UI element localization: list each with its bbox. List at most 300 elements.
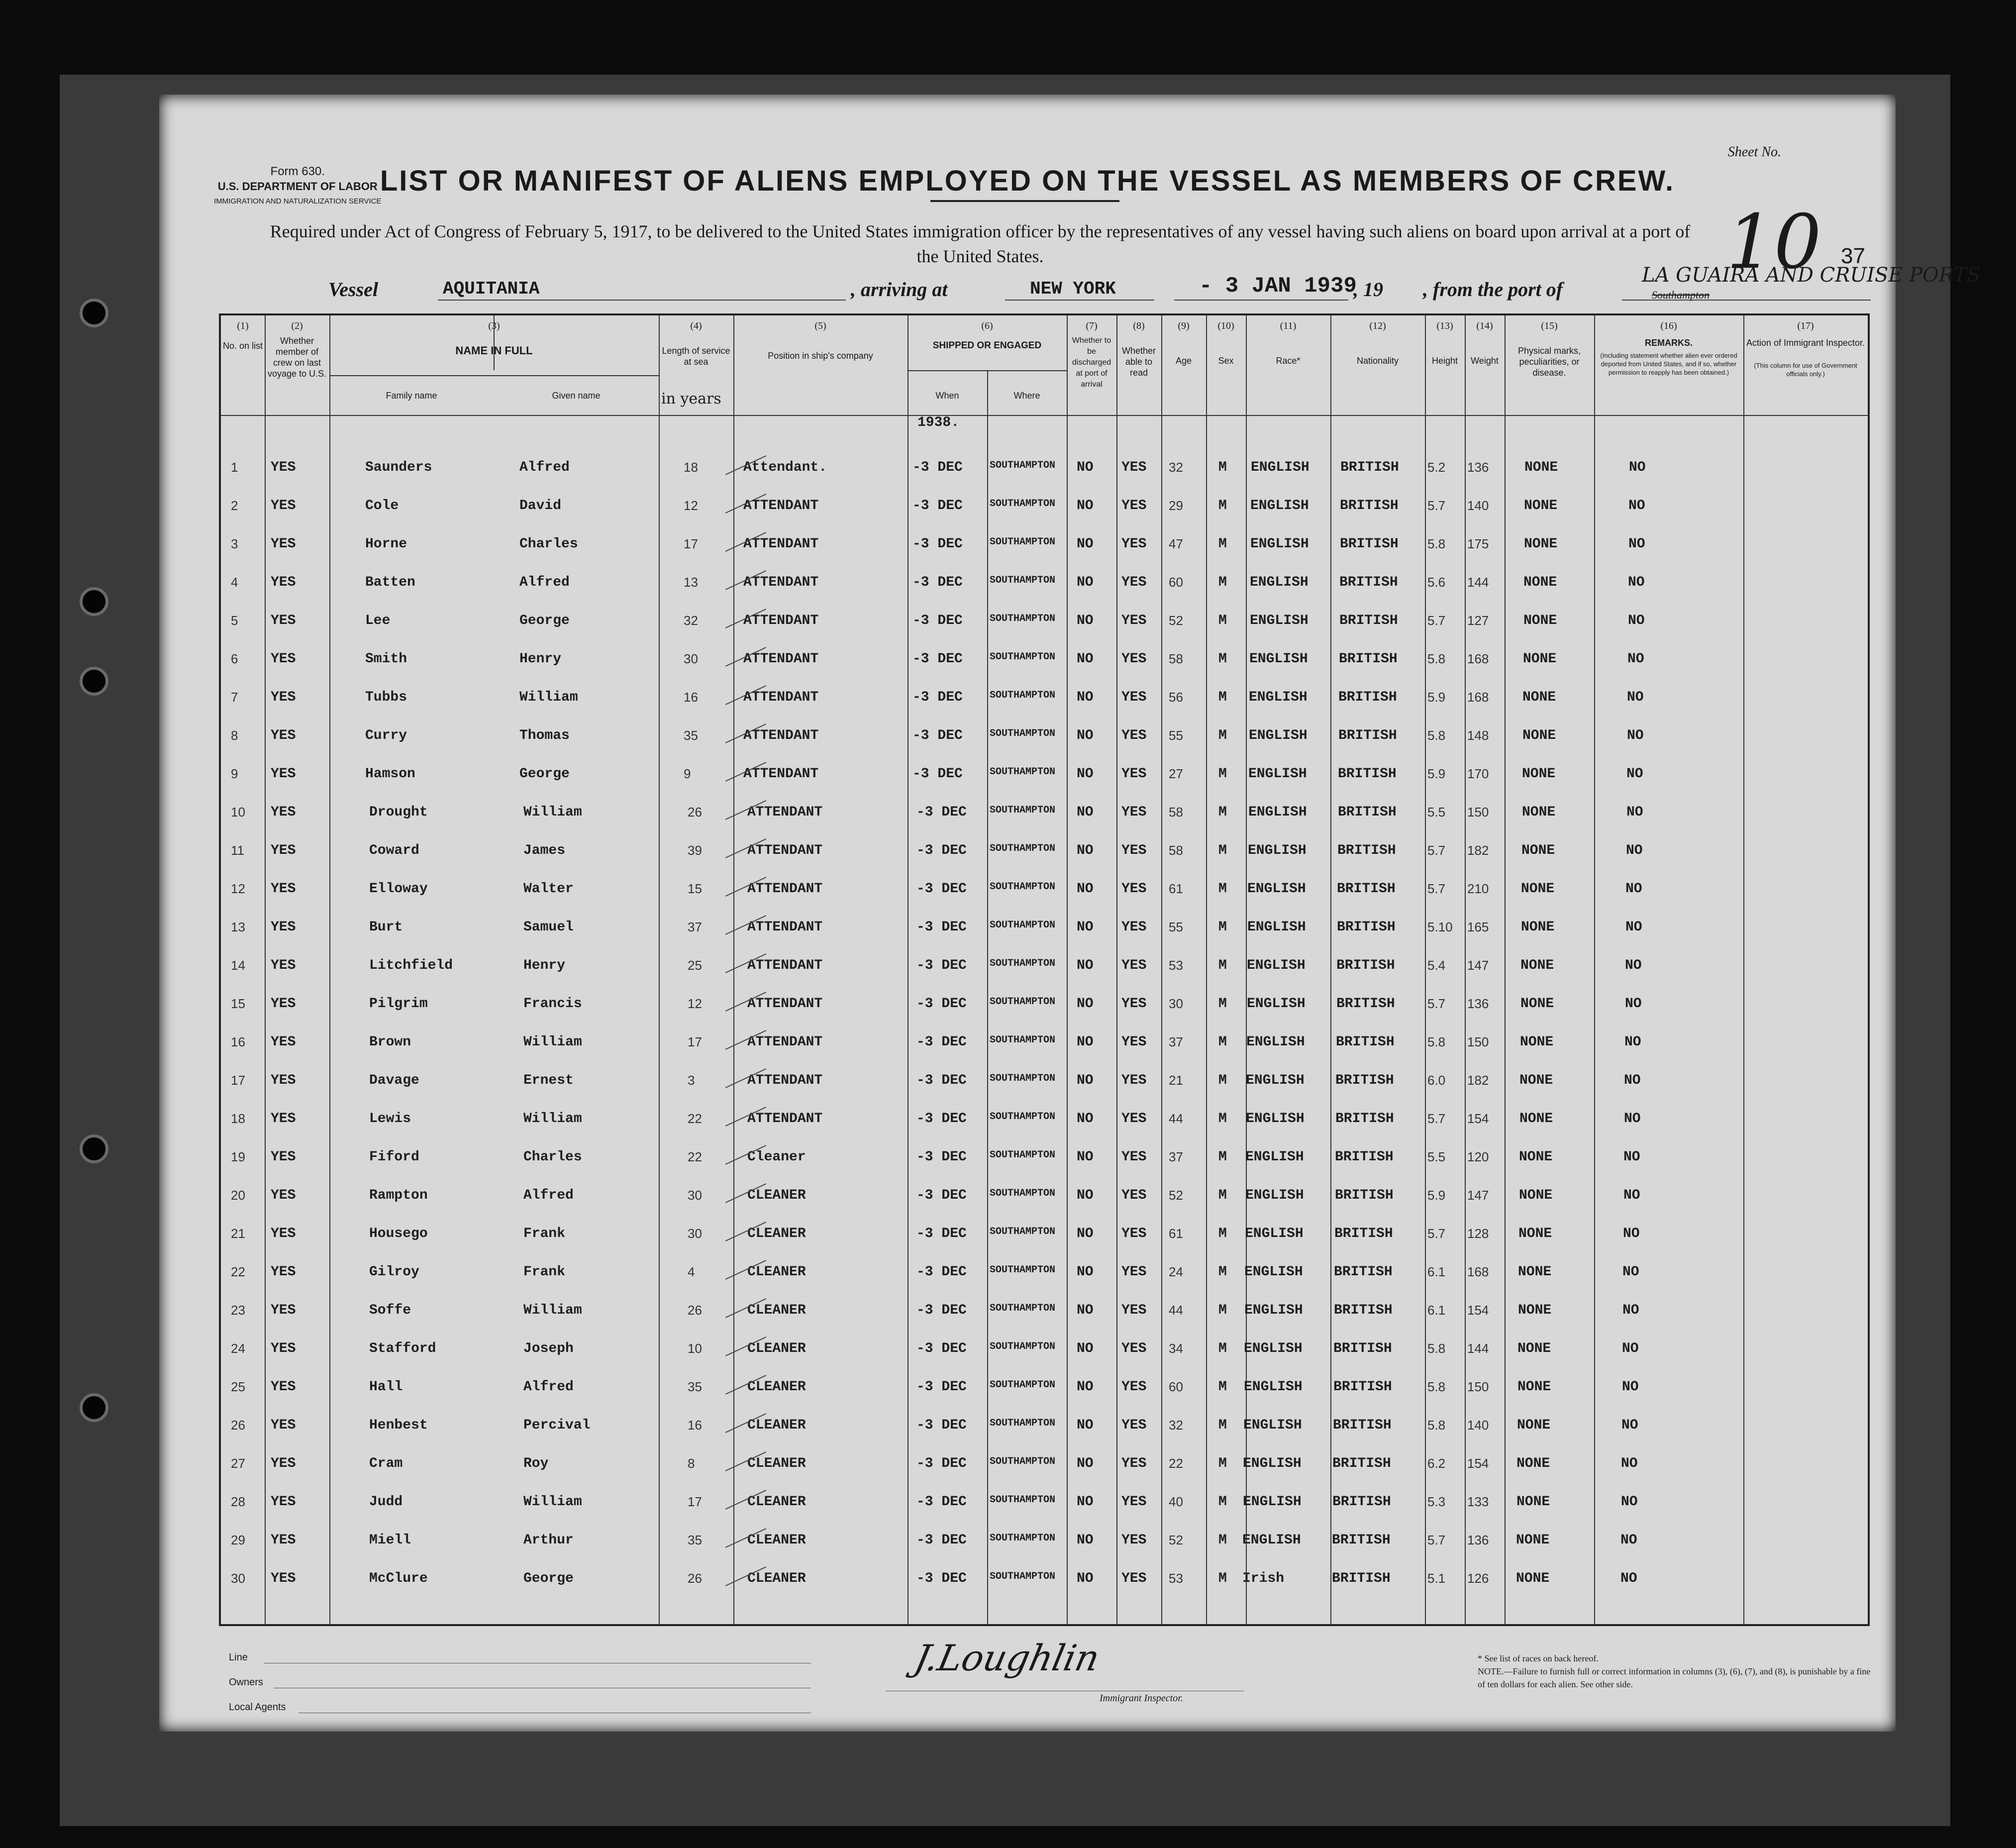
- discharge-cell: NO: [1077, 1303, 1094, 1318]
- physical-marks-cell: NONE: [1521, 881, 1555, 897]
- service-years-cell: 17: [688, 1494, 702, 1509]
- date-underline: [1174, 300, 1348, 301]
- binder-hole: [80, 667, 108, 696]
- table-row: [221, 1484, 1868, 1522]
- able-to-read-cell: YES: [1121, 1188, 1147, 1203]
- weight-cell: 144: [1467, 575, 1489, 590]
- shipped-date-cell: -3 DEC: [912, 498, 963, 513]
- crew-table: [219, 313, 1870, 1626]
- shipped-date-cell: -3 DEC: [916, 996, 967, 1012]
- height-cell: 5.8: [1427, 728, 1446, 743]
- family-name-cell: Henbest: [369, 1418, 428, 1433]
- nationality-cell: BRITISH: [1334, 1264, 1393, 1280]
- height-cell: 5.9: [1427, 690, 1446, 705]
- owners-label: Owners: [229, 1677, 263, 1688]
- race-cell: ENGLISH: [1243, 1418, 1302, 1433]
- sex-cell: M: [1218, 766, 1227, 782]
- sex-cell: M: [1218, 1494, 1227, 1510]
- remarks-cell: NO: [1625, 996, 1642, 1012]
- sex-cell: M: [1218, 1418, 1227, 1433]
- able-to-read-cell: YES: [1121, 1034, 1147, 1050]
- previous-voyage-cell: YES: [271, 1533, 296, 1548]
- col-num-7: (7): [1086, 320, 1098, 331]
- discharge-cell: NO: [1077, 1418, 1094, 1433]
- shipped-port-cell: SOUTHAMPTON: [990, 1034, 1056, 1046]
- sheet-number-label: Sheet No.: [1727, 144, 1781, 160]
- able-to-read-cell: YES: [1121, 613, 1147, 628]
- weight-cell: 128: [1467, 1226, 1489, 1241]
- shipped-date-cell: -3 DEC: [916, 1149, 967, 1165]
- form-number: Form 630.: [270, 165, 325, 178]
- header-able-to-read: Whether able to read: [1121, 346, 1156, 378]
- shipped-port-cell: SOUTHAMPTON: [990, 805, 1056, 816]
- row-number: 23: [231, 1303, 245, 1318]
- arriving-label: , arriving at: [851, 278, 948, 301]
- able-to-read-cell: YES: [1121, 1571, 1147, 1586]
- sex-cell: M: [1218, 881, 1227, 897]
- inspector-label: Immigrant Inspector.: [1100, 1693, 1183, 1704]
- family-name-cell: Horne: [365, 536, 407, 552]
- discharge-cell: NO: [1077, 920, 1094, 935]
- col-num-2: (2): [291, 320, 303, 331]
- nationality-cell: BRITISH: [1334, 1303, 1393, 1318]
- row-number: 28: [231, 1494, 245, 1509]
- service-years-cell: 22: [688, 1111, 702, 1126]
- discharge-cell: NO: [1077, 575, 1094, 590]
- physical-marks-cell: NONE: [1522, 766, 1556, 782]
- shipped-date-cell: -3 DEC: [916, 1379, 967, 1395]
- shipped-date-cell: -3 DEC: [912, 651, 963, 667]
- shipped-port-cell: SOUTHAMPTON: [990, 1341, 1056, 1352]
- shipped-date-cell: -3 DEC: [916, 843, 967, 858]
- race-cell: ENGLISH: [1248, 843, 1307, 858]
- weight-cell: 136: [1467, 460, 1489, 475]
- nationality-cell: BRITISH: [1335, 1111, 1394, 1127]
- given-name-cell: William: [523, 1303, 582, 1318]
- age-cell: 58: [1169, 805, 1183, 820]
- age-cell: 58: [1169, 843, 1183, 858]
- race-cell: ENGLISH: [1244, 1341, 1303, 1356]
- shipped-port-cell: SOUTHAMPTON: [990, 728, 1056, 739]
- table-row: [221, 1293, 1868, 1331]
- age-cell: 55: [1169, 728, 1183, 743]
- able-to-read-cell: YES: [1121, 1264, 1147, 1280]
- position-cell: CLEANER: [747, 1456, 806, 1471]
- discharge-cell: NO: [1077, 881, 1094, 897]
- previous-voyage-cell: YES: [271, 613, 296, 628]
- shipped-date-cell: -3 DEC: [912, 728, 963, 743]
- nationality-cell: BRITISH: [1339, 575, 1398, 590]
- physical-marks-cell: NONE: [1516, 1456, 1550, 1471]
- able-to-read-cell: YES: [1121, 1494, 1147, 1510]
- position-cell: CLEANER: [747, 1341, 806, 1356]
- position-cell: CLEANER: [747, 1494, 806, 1510]
- line-label: Line: [229, 1652, 248, 1663]
- given-name-cell: Percival: [523, 1418, 591, 1433]
- shipped-date-cell: -3 DEC: [916, 881, 967, 897]
- physical-marks-cell: NONE: [1516, 1571, 1550, 1586]
- given-name-cell: William: [519, 690, 578, 705]
- shipped-port-cell: SOUTHAMPTON: [990, 1303, 1056, 1314]
- service-years-cell: 30: [684, 651, 698, 666]
- position-cell: ATTENDANT: [747, 920, 823, 935]
- race-cell: ENGLISH: [1248, 805, 1307, 820]
- table-row: [221, 871, 1868, 909]
- header-discharged: Whether to be discharged at port of arrival: [1072, 336, 1111, 389]
- shipped-port-cell: SOUTHAMPTON: [990, 498, 1056, 510]
- sex-cell: M: [1218, 1379, 1227, 1395]
- col-num-11: (11): [1280, 320, 1297, 331]
- given-name-cell: Alfred: [519, 460, 570, 475]
- col-num-10: (10): [1217, 320, 1234, 331]
- nationality-cell: BRITISH: [1338, 805, 1397, 820]
- table-row: [221, 795, 1868, 832]
- discharge-cell: NO: [1077, 1111, 1094, 1127]
- row-number: 2: [231, 498, 238, 513]
- binder-hole: [80, 299, 108, 327]
- header-when: When: [935, 391, 959, 401]
- height-cell: 5.9: [1427, 766, 1446, 781]
- nationality-cell: BRITISH: [1332, 1456, 1391, 1471]
- table-row: [221, 986, 1868, 1024]
- row-number: 17: [231, 1073, 245, 1088]
- family-name-cell: Soffe: [369, 1303, 411, 1318]
- able-to-read-cell: YES: [1121, 805, 1147, 820]
- height-cell: 5.6: [1427, 575, 1446, 590]
- nationality-cell: BRITISH: [1334, 1226, 1393, 1241]
- shipped-port-cell: SOUTHAMPTON: [990, 1533, 1056, 1544]
- sex-cell: M: [1218, 1149, 1227, 1165]
- row-number: 7: [231, 690, 238, 705]
- from-underline: [1622, 300, 1871, 301]
- binder-hole: [80, 1393, 108, 1422]
- position-cell: ATTENDANT: [747, 1073, 823, 1088]
- row-number: 9: [231, 766, 238, 781]
- previous-voyage-cell: YES: [271, 1379, 296, 1395]
- age-cell: 61: [1169, 1226, 1183, 1241]
- height-cell: 5.8: [1427, 1418, 1446, 1433]
- family-name-cell: Smith: [365, 651, 407, 667]
- height-cell: 5.3: [1427, 1494, 1446, 1509]
- row-number: 14: [231, 958, 245, 973]
- title-divider: [930, 200, 1119, 202]
- weight-cell: 133: [1467, 1494, 1489, 1509]
- table-row: [221, 565, 1868, 603]
- service-years-cell: 26: [688, 1571, 702, 1586]
- family-name-cell: Hall: [369, 1379, 403, 1395]
- position-cell: ATTENDANT: [743, 498, 819, 513]
- header-given-name: Given name: [552, 391, 601, 401]
- able-to-read-cell: YES: [1121, 958, 1147, 973]
- weight-cell: 168: [1467, 651, 1489, 666]
- able-to-read-cell: YES: [1121, 1341, 1147, 1356]
- shipped-date-cell: -3 DEC: [916, 1303, 967, 1318]
- discharge-cell: NO: [1077, 1533, 1094, 1548]
- race-cell: ENGLISH: [1248, 766, 1307, 782]
- given-name-cell: Henry: [523, 958, 566, 973]
- remarks-cell: NO: [1628, 536, 1645, 552]
- header-shipped-or-engaged: SHIPPED OR ENGAGED: [932, 340, 1042, 351]
- race-cell: ENGLISH: [1250, 536, 1309, 552]
- table-row: [221, 1561, 1868, 1599]
- nationality-cell: BRITISH: [1338, 690, 1397, 705]
- nationality-cell: BRITISH: [1339, 651, 1398, 667]
- previous-voyage-cell: YES: [271, 766, 296, 782]
- discharge-cell: NO: [1077, 843, 1094, 858]
- remarks-cell: NO: [1625, 920, 1642, 935]
- previous-voyage-cell: YES: [271, 1149, 296, 1165]
- previous-voyage-cell: YES: [271, 1264, 296, 1280]
- weight-cell: 126: [1467, 1571, 1489, 1586]
- height-cell: 5.7: [1427, 996, 1446, 1011]
- remarks-cell: NO: [1622, 1303, 1639, 1318]
- weight-cell: 154: [1467, 1303, 1489, 1318]
- table-row: [221, 1216, 1868, 1254]
- weight-cell: 154: [1467, 1111, 1489, 1126]
- physical-marks-cell: NONE: [1516, 1533, 1550, 1548]
- nationality-cell: BRITISH: [1338, 766, 1397, 782]
- race-cell: ENGLISH: [1245, 1226, 1304, 1241]
- able-to-read-cell: YES: [1121, 1111, 1147, 1127]
- shipped-port-cell: SOUTHAMPTON: [990, 460, 1056, 471]
- sex-cell: M: [1218, 651, 1227, 667]
- position-cell: ATTENDANT: [743, 690, 819, 705]
- height-cell: 5.2: [1427, 460, 1446, 475]
- row-number: 25: [231, 1379, 245, 1394]
- shipped-date-cell: -3 DEC: [916, 1111, 967, 1127]
- height-cell: 5.8: [1427, 1379, 1446, 1394]
- service-years-cell: 3: [688, 1073, 695, 1088]
- remarks-cell: NO: [1622, 1341, 1639, 1356]
- col-num-12: (12): [1369, 320, 1386, 331]
- able-to-read-cell: YES: [1121, 766, 1147, 782]
- sex-cell: M: [1218, 996, 1227, 1012]
- discharge-cell: NO: [1077, 958, 1094, 973]
- nationality-cell: BRITISH: [1332, 1571, 1391, 1586]
- service-years-cell: 17: [688, 1034, 702, 1049]
- shipped-port-cell: SOUTHAMPTON: [990, 575, 1056, 586]
- position-cell: ATTENDANT: [747, 805, 823, 820]
- row-number: 29: [231, 1533, 245, 1547]
- service-years-cell: 30: [688, 1188, 702, 1203]
- physical-marks-cell: NONE: [1517, 1418, 1551, 1433]
- weight-cell: 127: [1467, 613, 1489, 628]
- department-name: U.S. DEPARTMENT OF LABOR: [217, 180, 378, 193]
- given-name-cell: Francis: [523, 996, 582, 1012]
- race-cell: ENGLISH: [1247, 920, 1306, 935]
- able-to-read-cell: YES: [1121, 575, 1147, 590]
- age-cell: 52: [1169, 1533, 1183, 1547]
- service-years-cell: 35: [684, 728, 698, 743]
- physical-marks-cell: NONE: [1519, 1111, 1553, 1127]
- nationality-cell: BRITISH: [1335, 1073, 1394, 1088]
- height-cell: 5.4: [1427, 958, 1446, 973]
- sex-cell: M: [1218, 805, 1227, 820]
- table-row: [221, 1369, 1868, 1407]
- nationality-cell: BRITISH: [1340, 536, 1399, 552]
- discharge-cell: NO: [1077, 613, 1094, 628]
- row-number: 4: [231, 575, 238, 590]
- shipped-port-cell: SOUTHAMPTON: [990, 1379, 1056, 1391]
- handwritten-in-years: in years: [661, 390, 721, 408]
- discharge-cell: NO: [1077, 1073, 1094, 1088]
- family-name-cell: Coward: [369, 843, 419, 858]
- height-cell: 5.7: [1427, 843, 1446, 858]
- family-name-cell: Elloway: [369, 881, 428, 897]
- family-name-cell: Lewis: [369, 1111, 411, 1127]
- family-name-cell: Hamson: [365, 766, 415, 782]
- able-to-read-cell: YES: [1121, 728, 1147, 743]
- height-cell: 5.5: [1427, 1149, 1446, 1164]
- family-name-cell: Cole: [365, 498, 399, 513]
- shipped-date-cell: -3 DEC: [912, 766, 963, 782]
- height-cell: 5.8: [1427, 651, 1446, 666]
- nationality-cell: BRITISH: [1337, 843, 1396, 858]
- nationality-cell: BRITISH: [1333, 1379, 1392, 1395]
- nationality-cell: BRITISH: [1336, 1034, 1395, 1050]
- header-weight: Weight: [1471, 356, 1499, 366]
- table-row: [221, 680, 1868, 718]
- race-cell: ENGLISH: [1250, 613, 1309, 628]
- given-name-cell: Thomas: [519, 728, 570, 743]
- position-cell: ATTENDANT: [747, 958, 823, 973]
- shipped-port-cell: SOUTHAMPTON: [990, 1073, 1056, 1084]
- position-cell: ATTENDANT: [743, 651, 819, 667]
- given-name-cell: David: [519, 498, 562, 513]
- race-cell: ENGLISH: [1247, 996, 1306, 1012]
- age-cell: 27: [1169, 766, 1183, 781]
- table-row: [221, 488, 1868, 526]
- family-name-cell: Miell: [369, 1533, 411, 1548]
- binder-hole: [80, 1134, 108, 1163]
- previous-voyage-cell: YES: [271, 575, 296, 590]
- vessel-label: Vessel: [328, 278, 378, 301]
- age-cell: 56: [1169, 690, 1183, 705]
- previous-voyage-cell: YES: [271, 728, 296, 743]
- remarks-cell: NO: [1622, 1379, 1639, 1395]
- able-to-read-cell: YES: [1121, 1379, 1147, 1395]
- family-name-cell: Pilgrim: [369, 996, 428, 1012]
- height-cell: 5.7: [1427, 613, 1446, 628]
- row-number: 5: [231, 613, 238, 628]
- height-cell: 5.5: [1427, 805, 1446, 820]
- penalty-note: NOTE.—Failure to furnish full or correct information in columns (3), (6), (7), and (8), is punishable by a fine of ten dollars for each alien. See other side.: [1478, 1666, 1871, 1689]
- sheet-total: 37: [1841, 244, 1865, 268]
- remarks-cell: NO: [1621, 1418, 1638, 1433]
- service-years-cell: 15: [688, 881, 702, 896]
- service-years-cell: 8: [688, 1456, 695, 1471]
- able-to-read-cell: YES: [1121, 651, 1147, 667]
- nationality-cell: BRITISH: [1340, 460, 1399, 475]
- sex-cell: M: [1218, 1226, 1227, 1241]
- age-cell: 30: [1169, 996, 1183, 1011]
- height-cell: 5.8: [1427, 1034, 1446, 1049]
- previous-voyage-cell: YES: [271, 1341, 296, 1356]
- nationality-cell: BRITISH: [1338, 728, 1397, 743]
- service-years-cell: 9: [684, 766, 691, 781]
- able-to-read-cell: YES: [1121, 1303, 1147, 1318]
- age-cell: 34: [1169, 1341, 1183, 1356]
- arrival-date-stamp: - 3 JAN 1939: [1199, 274, 1357, 299]
- header-remarks-note: (Including statement whether alien ever ordered deported from United States, and if so, whether permission to reapply has been obtained.): [1600, 352, 1737, 376]
- remarks-cell: NO: [1626, 805, 1643, 820]
- shipped-date-cell: -3 DEC: [916, 1188, 967, 1203]
- row-number: 12: [231, 881, 245, 896]
- physical-marks-cell: NONE: [1519, 1188, 1553, 1203]
- able-to-read-cell: YES: [1121, 1533, 1147, 1548]
- col-num-17: (17): [1797, 320, 1814, 331]
- sex-cell: M: [1218, 1533, 1227, 1548]
- service-years-cell: 17: [684, 536, 698, 551]
- height-cell: 5.7: [1427, 1226, 1446, 1241]
- family-name-cell: McClure: [369, 1571, 428, 1586]
- shipped-date-cell: -3 DEC: [916, 805, 967, 820]
- row-number: 10: [231, 805, 245, 820]
- age-cell: 61: [1169, 881, 1183, 896]
- previous-voyage-cell: YES: [271, 1111, 296, 1127]
- remarks-cell: NO: [1625, 958, 1642, 973]
- given-name-cell: William: [523, 1494, 582, 1510]
- row-number: 30: [231, 1571, 245, 1586]
- row-number: 15: [231, 996, 245, 1011]
- family-name-cell: Curry: [365, 728, 407, 743]
- discharge-cell: NO: [1077, 536, 1094, 552]
- row-number: 21: [231, 1226, 245, 1241]
- sex-cell: M: [1218, 920, 1227, 935]
- header-height: Height: [1431, 356, 1458, 366]
- family-name-cell: Saunders: [365, 460, 432, 475]
- shipped-date-cell: -3 DEC: [916, 1226, 967, 1241]
- shipped-date-cell: -3 DEC: [912, 575, 963, 590]
- age-cell: 40: [1169, 1494, 1183, 1509]
- manifest-footer: [219, 1637, 1871, 1713]
- remarks-cell: NO: [1624, 1034, 1641, 1050]
- family-name-cell: Lee: [365, 613, 391, 628]
- nationality-cell: BRITISH: [1333, 1341, 1392, 1356]
- physical-marks-cell: NONE: [1522, 805, 1556, 820]
- family-name-cell: Housego: [369, 1226, 428, 1241]
- race-cell: ENGLISH: [1247, 958, 1306, 973]
- shipped-date-cell: -3 DEC: [912, 613, 963, 628]
- weight-cell: 144: [1467, 1341, 1489, 1356]
- discharge-cell: NO: [1077, 766, 1094, 782]
- discharge-cell: NO: [1077, 1149, 1094, 1165]
- header-previous-voyage: Whether member of crew on last voyage to U.S.: [267, 336, 327, 379]
- sex-cell: M: [1218, 1264, 1227, 1280]
- struck-port: Southampton: [1652, 289, 1710, 301]
- table-row: [221, 1025, 1868, 1062]
- position-cell: ATTENDANT: [743, 575, 819, 590]
- weight-cell: 148: [1467, 728, 1489, 743]
- age-cell: 32: [1169, 460, 1183, 475]
- shipped-date-cell: -3 DEC: [912, 690, 963, 705]
- able-to-read-cell: YES: [1121, 920, 1147, 935]
- table-row: [221, 833, 1868, 871]
- able-to-read-cell: YES: [1121, 996, 1147, 1012]
- race-cell: ENGLISH: [1246, 1111, 1305, 1127]
- previous-voyage-cell: YES: [271, 1188, 296, 1203]
- weight-cell: 168: [1467, 1264, 1489, 1279]
- given-name-cell: William: [523, 1034, 582, 1050]
- nationality-cell: BRITISH: [1333, 1418, 1392, 1433]
- shipped-port-cell: SOUTHAMPTON: [990, 881, 1056, 893]
- col-num-15: (15): [1541, 320, 1558, 331]
- row-number: 19: [231, 1149, 245, 1164]
- shipped-date-cell: -3 DEC: [916, 1571, 967, 1586]
- table-row: [221, 1446, 1868, 1484]
- nationality-cell: BRITISH: [1336, 996, 1395, 1012]
- header-age: Age: [1175, 356, 1192, 366]
